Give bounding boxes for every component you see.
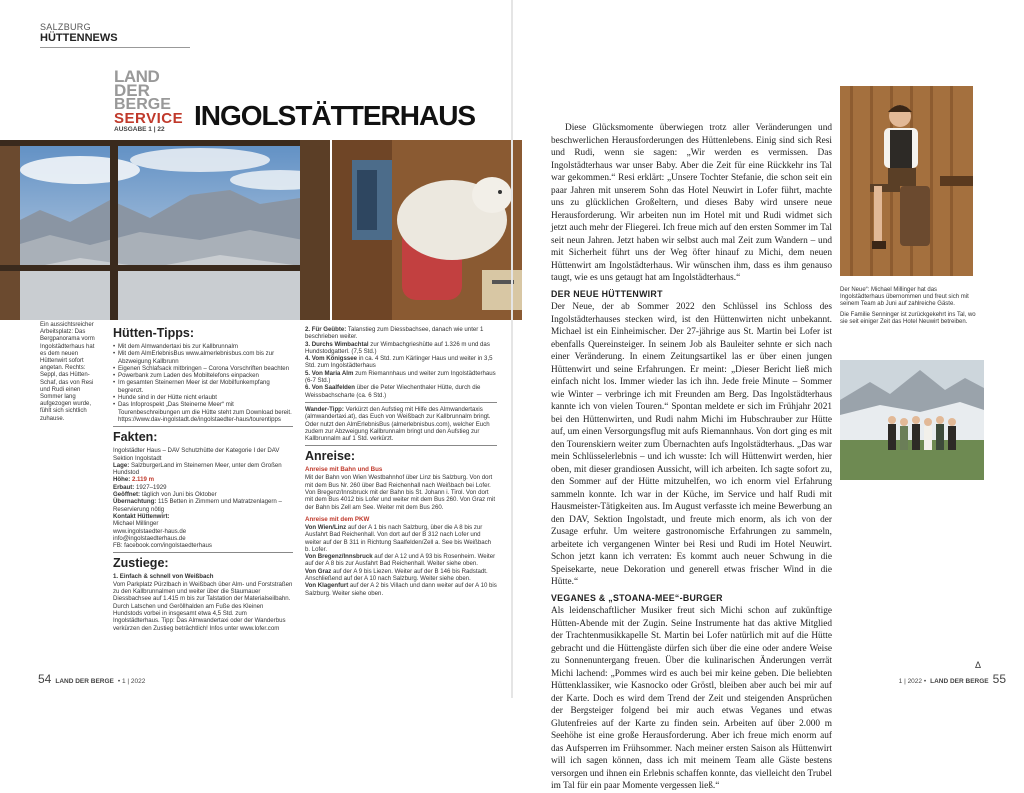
zustieg-1-title: 1. Einfach & schnell von Weißbach: [113, 573, 214, 581]
tips-heading: Hütten-Tipps:: [113, 326, 195, 340]
article-paragraph-1: Diese Glücksmomente überwiegen trotz aller Veränderungen und beschwerlichen Herausforderungen des Hüttenlebens. Einig sind sich Resi und Rudi, wenn sie sagen: „Wir werden es vermissen. Das Ingolstädterhaus war unser Baby. Aber die Zeit für eine Rückkehr ins Tal war gekommen.“ Resi erklärt: „Unsere Tochter Stefanie, die schon seit ein paar Jahren mit unserem Sohn das Hotel Neuwirt in Lofer führt, machte uns zu glücklichen Großeltern, und dieses Baby wird unsere neue Herausforderung. Wir arbeiten nun im Hotel mit und Rudi widmet sich jetzt auch mehr der Fliegerei. Ich freue mich auf den ersten Sommer im Tal seit neun Jahren. Jetzt haben wir selbst auch mal Zeit zum Wandern – und mit Sicherheit führt uns der Weg öfter hinauf zu Michi, dem neuen Hüttenwirt am Ingolstädterhaus. Wir wünschen ihm, dass es ihm genauso taugt, wie es uns getaugt hat am Ingolstädterhaus.“: [551, 123, 832, 283]
divider: [305, 402, 497, 403]
page-spine: [511, 0, 513, 698]
page-number-right: 55: [992, 672, 1006, 686]
logo-line-4: SERVICE: [114, 110, 184, 127]
zustieg-2-title: 2. Für Geübte:: [305, 326, 347, 333]
kontakt-facebook[interactable]: FB: facebook.com/ingolstaedterhaus: [113, 542, 212, 550]
article-body: [551, 122, 832, 791]
region-label: SALZBURG: [40, 22, 91, 32]
hoehe-value: 2.119 m: [130, 476, 154, 484]
zustieg-4-text: in ca. 4 Std. zum Kärlinger Haus und weiter in 3,5 Std. zum Ingolstädterhaus: [305, 355, 493, 370]
erbaut-label: Erbaut:: [113, 483, 135, 491]
pkw-wien-text: auf der A 1 bis nach Salzburg, über die A 8 bis zur Ausfahrt Bad Reichenhall. Von dort auf der B 312 nach Lofer und weiter auf der B 311 in Richtung Saalfelden/Zell a. See bis Weißbach b. Lofer.: [305, 523, 492, 553]
mountain-window-photo: [0, 140, 330, 320]
pkw-wien-label: Von Wien/Linz: [305, 523, 347, 531]
list-item: • Das Infoprospekt „Das Steinerne Meer“ mit Tourenbeschreibungen um die Hütte steht zum Download bereit. https://www.dav-ingolstadt.de/ingolstaedter-haus/tourentipps: [113, 401, 293, 423]
info-column-2: [305, 326, 497, 597]
zustieg-4-title: 4. Vom Königssee: [305, 355, 358, 363]
list-item: • Powerbank zum Laden des Mobiltelefons einpacken: [113, 372, 293, 379]
zustieg-5-text: zum Riemannhaus und weiter zum Ingolstädterhaus (6-7 Std.): [305, 369, 496, 385]
footer-magazine-right: LAND DER BERGE: [930, 678, 989, 685]
erbaut-value: 1927–1929: [134, 483, 167, 491]
caption-michael: Der Neue“: Michael Millinger hat das Ingolstädterhaus übernommen und freut sich mit seinem Team ab Juni auf zahlreiche Gäste.: [840, 287, 969, 308]
heading-neuer-huettenwirt: DER NEUE HÜTTENWIRT: [551, 288, 663, 299]
land-der-berge-logo: [114, 67, 184, 134]
article-paragraph-3: Als leidenschaftlicher Musiker freut sich Michi schon auf zukünftige Hütten-Abende mit der Zugin. Seine Instrumente hat das aktive Mitglied der Trachtenmusikkapelle St. Martin bei Lofer natürlich mit auf die Hütte gebracht und die Hüttengäste dürfen sich über die eine oder andere Weise zu Sonnenuntergang freuen. Über die kulinarischen Änderungen verrät Michi lachend: „Pommes wird es auch bei mir keine geben. Die beliebten Hüttenklassiker, wie Kasnocko oder Gröstl, bleiben aber auch bei mir auf der Karte. Doch es wird dem Trend der Zeit und steigenden Ansprüchen der Bergsteiger folgend bei mir auch etwas Veganes und etwas Glutenfreies auf der Karte zu finden sein. Arbeiten auf über 2.000 m Seehöhe ist eine große Herausforderung. Aber ich freue mich enorm auf das Aufsperren im Frühsommer. Nach meiner ersten Saison als Hüttenwirt will ich sagen können, dass ich mit meinem Team alle Gäste bestens versorgen und ihnen ein Erlebnis schaffen konnte, das vielleicht den Trubel im Tal für ein paar Momente vergessen ließ.“: [551, 606, 832, 791]
pkw-graz-text: auf der A 9 bis Liezen. Weiter auf der B 146 bis Radstadt. Anschließend auf der A 10 nach Salzburg. Weiter siehe oben.: [305, 567, 488, 583]
header-rule: [40, 47, 190, 48]
kontakt-email[interactable]: info@ingolstaedterhaus.de: [113, 534, 186, 542]
zustieg-5-title: 5. Von Maria Alm: [305, 369, 354, 377]
page-title: INGOLSTÄTTERHAUS: [194, 100, 476, 131]
lage-value: SalzburgerLand im Steinernen Meer, unter dem Großen Hundstod: [113, 461, 282, 477]
kontakt-name: Michael Millinger: [113, 520, 159, 528]
caption-familie: Die Familie Senninger ist zurückgekehrt ins Tal, wo sie seit einiger Zeit das Hotel Neuwirt betreiben.: [840, 311, 976, 325]
list-item: • Mit dem Almwandertaxi bis zur Kallbrunnalm: [113, 343, 293, 350]
zustieg-6-title: 6. Von Saalfelden: [305, 384, 356, 392]
kontakt-website[interactable]: www.ingolstaedter-haus.de: [113, 527, 187, 535]
footer-right: [899, 672, 1006, 686]
list-item: • Eigenen Schlafsack mitbringen – Corona Vorschriften beachten: [113, 365, 293, 372]
geoeffnet-label: Geöffnet:: [113, 491, 141, 499]
sheep-illustration: [332, 140, 522, 320]
pkw-graz-label: Von Graz: [305, 567, 332, 575]
sheep-photo: [332, 140, 522, 320]
fakten-block: [113, 447, 293, 549]
zustieg-1: [113, 573, 293, 631]
geoeffnet-value: täglich von Juni bis Oktober: [140, 491, 217, 499]
michael-portrait-photo: [840, 86, 973, 276]
heading-veganes: VEGANES & „STOANA-MEE“-BURGER: [551, 592, 723, 603]
end-mark: Δ: [975, 660, 982, 670]
list-item: • Im gesamten Steinernen Meer ist der Mobilfunkempfang begrenzt.: [113, 379, 293, 394]
fakten-heading: Fakten:: [113, 430, 158, 445]
section-label: HÜTTENNEWS: [40, 32, 118, 44]
anreise-bus-text: Mit der Bahn von Wien Westbahnhof über Linz bis Salzburg. Von dort mit dem Bus Nr. 260 über Bad Reichenhall nach Weißbach bei Lofer. Von Bregenz/Innsbruck mit der Bahn bis St. Johann i. Tirol. Von dort mit dem Bus 4012 bis Lofer und weiter mit dem Bus 260. Von Graz mit der Bahn bis Zell am See. Weiter mit dem Bus 260.: [305, 474, 496, 511]
tips-list: [113, 343, 293, 423]
pkw-klagenfurt-label: Von Klagenfurt: [305, 582, 349, 590]
zustieg-3-title: 3. Durchs Wimbachtal: [305, 340, 369, 348]
divider: [305, 445, 497, 446]
footer-magazine-left: LAND DER BERGE: [55, 678, 114, 685]
page-number-left: 54: [38, 672, 52, 686]
zustieg-3-text: zur Wimbachgrieshütte auf 1.326 m und das Hundstodgatterl. (7,5 Std.): [305, 340, 490, 355]
photo-caption-right-1: [840, 287, 980, 326]
pkw-bregenz-text: auf der A 12 und A 93 bis Rosenheim. Weiter auf der A 8 bis zur Ausfahrt Bad Reichenhall. Weiter siehe oben.: [305, 553, 496, 568]
list-item: • Hunde sind in der Hütte nicht erlaubt: [113, 394, 293, 401]
zustieg-6-text: über die Peter Wiechenthaler Hütte, durch die Weissbachscharte (ca. 6 Std.): [305, 384, 481, 399]
logo-line-2: DER: [114, 81, 150, 100]
footer-issue-right: 1 | 2022 •: [898, 678, 927, 685]
list-item: • Mit dem AlmErlebnisBus www.almerlebnisbus.com bis zur Abzweigung Kallbrunn: [113, 350, 293, 365]
zustiege-heading: Zustiege:: [113, 556, 169, 571]
uebernachtung-value: 115 Betten in Zimmern und Matratzenlagern – Reservierung nötig: [113, 498, 282, 513]
mountain-window-illustration: [0, 140, 330, 320]
wander-tipp-text: Verkürzt den Aufstieg mit Hilfe des Almwandertaxis (almwandertaxi.at), das Euch von Weißbach zur Kallbrunnalm bringt. Oder nutzt den AlmErlebnisBus (almerlebnisbus.com), welcher Euch zudem zur Abzweigung Kallbrunnalm bringt und den Aufstieg zur Kallbrunnalm auf 1 Std. verkürzt.: [305, 405, 491, 443]
anreise-heading: Anreise:: [305, 449, 356, 464]
zustieg-2-6: [305, 326, 497, 442]
logo-line-1: LAND: [114, 67, 160, 86]
divider: [113, 552, 293, 553]
photo-caption-left: Ein aussichtsreicher Arbeitsplatz: Das Bergpanorama vorm Ingolstädterhaus hat es dem neuen Hüttenwirt sofort angetan. Rechts: Seppl, das Hütten-Schaf, das von Resi und Rudi einen Sommer lang aufgezogen wurde, fühlt sich sichtlich zuhause.: [40, 322, 95, 422]
info-column-1: [113, 326, 293, 632]
pkw-bregenz-label: Von Bregenz/Innsbruck: [305, 553, 373, 561]
article-paragraph-2: Der Neue, der ab Sommer 2022 den Schlüssel ins Schloss des Ingolstädterhauses stecken wird, ist den Hüttenwirten nicht unbekannt. Michael ist ein Einheimischer. Der 27-jährige aus St. Martin bei Lofer ist ebenfalls Quereinsteiger. In seinem Job als Bauleiter sehnte er sich nach einer Veränderung. In einem Zeitungsartikel las er über einen jungen Hüttenwirt und seine Erfahrungen. Er meint: „Dieser Bericht ließ mich einfach nicht los. Immer wieder las ich ihn. Jede freie Minute – Sommer wie Winter – verbringe ich mit Freunden am Berg. Das Ingolstädterhaus kannte ich von vielen Touren.“ Spontan meldete er sich im Frühjahr 2021 bei den Hüttenwirten, und Rudi nahm Michi im Hubschrauber zur Hütte auf, um einen Versorgungsflug mit aufs Riemannhaus. Von dort ging es mit den Tourenskiern weiter zum Übernachten aufs Ingolstädterhaus. „Das war mein Schlüsselerlebnis – und ich wusste: Ich will Hüttenwirt werden, hier oben, mit dieser grandiosen Aussicht, will ich arbeiten. Ich sagte sofort zu, den Sommer auf der Hütte mitzuhelfen, wo ich enorm viel Erfahrung sammeln konnte. Ich war in der Küche, im Service und half Rudi mit Hausmeister-Tätigkeiten aus. Im August verfasste ich meine Bewerbung an den DAV, Sektion Ingolstadt, und freute mich enorm, als ich von der Zusage erfuhr. Um weitere gastronomische Erfahrungen zu sammeln, arbeitete ich vergangenen Winter bei Resi und Rudi im Hotel Neuwirt. Schon jetzt kann ich verraten: Es kommt auch neuer Schwung in die Speisekarte, neue Dekoration und generell etwas frischer Wind in die Hütte.“: [551, 302, 832, 587]
divider: [113, 426, 293, 427]
team-group-illustration: [840, 360, 984, 480]
zustieg-1-text: Vom Parkplatz Pürzlbach in Weißbach über Alm- und Forststraßen zu den Kallbrunnalmen und weiter über die Staumauer Diessbachsee auf 1.415 m bis zur Talstation der Materialseilbahn. Durch Latschen und Geröllhalden am Fuße des Kleinen Hundstods vorbei in insgesamt etwa 4,5 Std. zum Ingolstädterhaus. Tipp: Das Almwandertaxi oder der Wanderbus verkürzen den Zustieg beträchtlich! Infos unter www.lofer.com: [113, 580, 293, 632]
footer-left: [38, 672, 145, 686]
logo-issue: AUSGABE 1 | 22: [114, 126, 165, 133]
team-group-photo: [840, 360, 984, 480]
hoehe-label: Höhe:: [113, 476, 131, 484]
zustieg-2-text: Talanstieg zum Diessbachsee, danach wie unter 1 beschrieben weiter.: [305, 326, 484, 341]
uebernachtung-label: Übernachtung:: [113, 498, 157, 506]
logo-line-3: BERGE: [114, 96, 171, 113]
anreise-pkw-title: Anreise mit dem PKW: [305, 515, 370, 523]
kontakt-label: Kontakt Hüttenwirt:: [113, 512, 170, 520]
footer-issue-left: • 1 | 2022: [117, 678, 146, 685]
anreise-bus-title: Anreise mit Bahn und Bus: [305, 466, 383, 474]
fakten-intro: Ingolstädter Haus – DAV Schutzhütte der Kategorie I der DAV Sektion Ingolstadt: [113, 447, 280, 462]
anreise-block: [305, 466, 497, 596]
lage-label: Lage:: [113, 461, 130, 469]
pkw-klagenfurt-text: auf der A 2 bis Villach und dann weiter auf der A 10 bis Salzburg. Weiter siehe oben.: [305, 582, 497, 597]
wander-tipp-label: Wander-Tipp:: [305, 405, 344, 413]
michael-portrait-illustration: [840, 86, 973, 276]
